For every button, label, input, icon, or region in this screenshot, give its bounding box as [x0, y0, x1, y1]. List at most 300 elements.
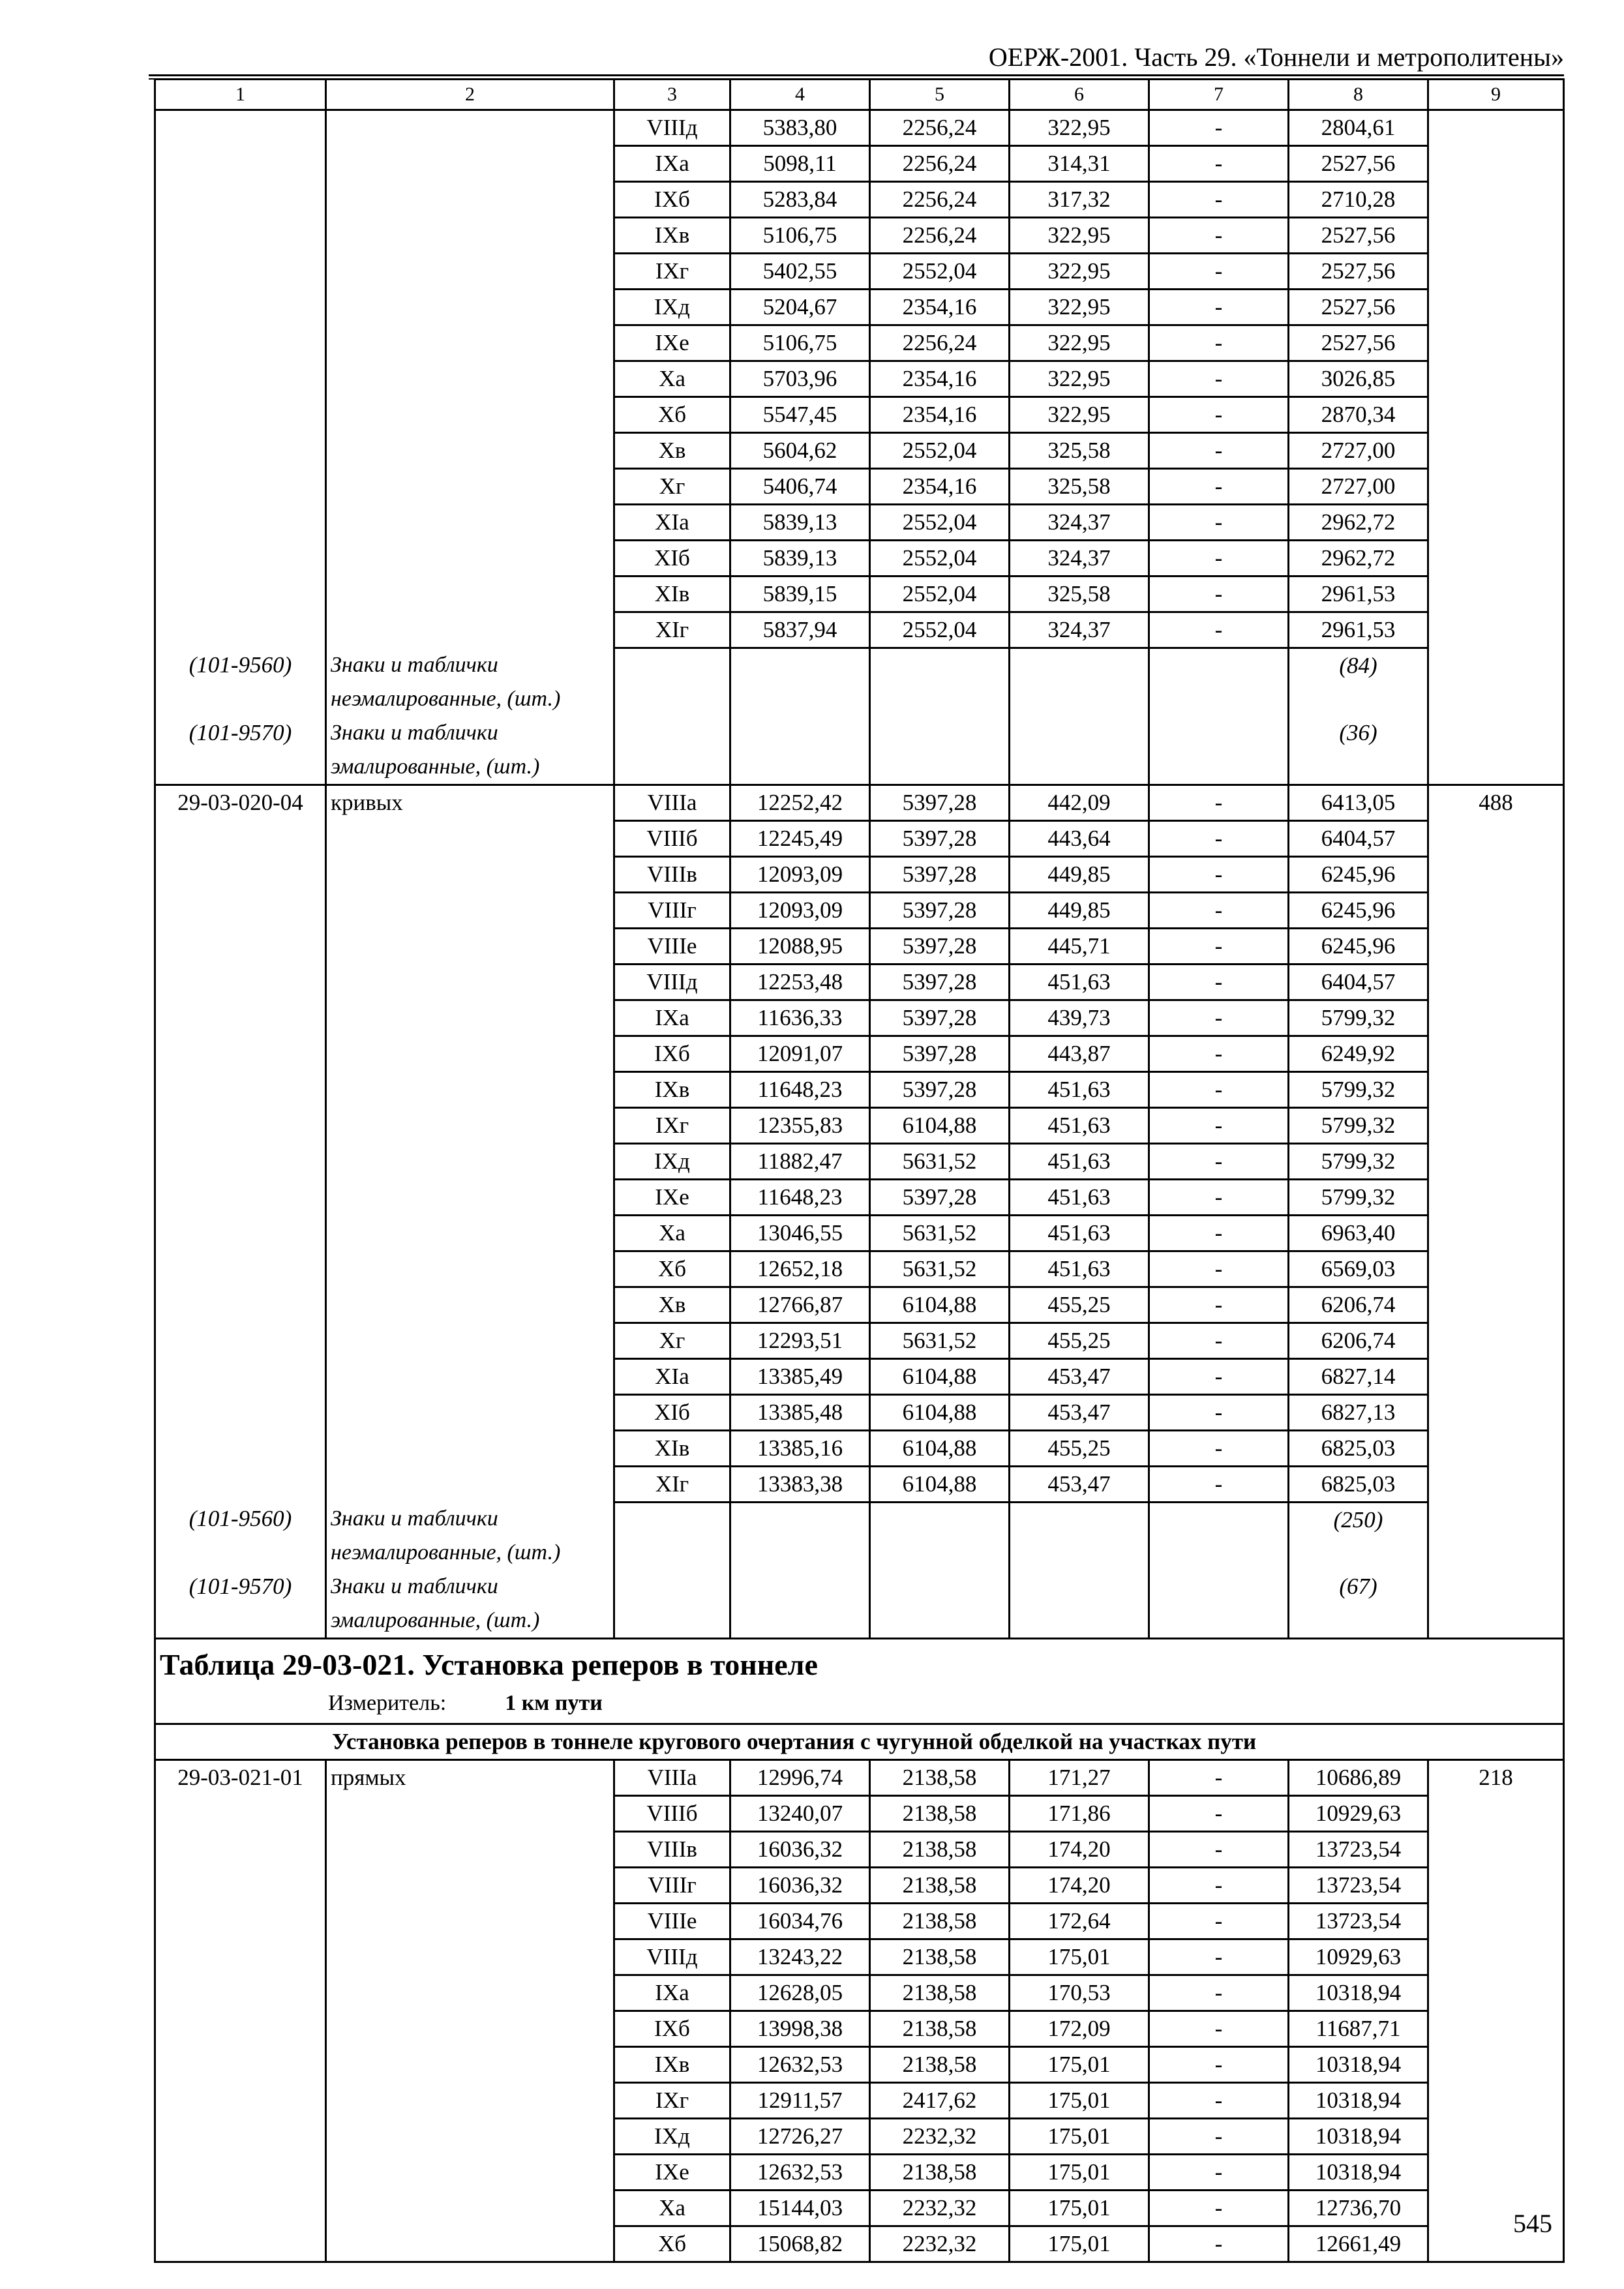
wages-cell: 2552,04 [870, 612, 1010, 648]
code-cell [155, 2191, 326, 2226]
materials-cell: 10686,89 [1289, 1760, 1428, 1796]
materials-cell: 13723,54 [1289, 1832, 1428, 1868]
code-cell [155, 182, 326, 218]
name-cell [326, 254, 614, 290]
machines-cell: 172,09 [1010, 2011, 1149, 2047]
wages-cell: 2552,04 [870, 254, 1010, 290]
machines-cell: 443,64 [1010, 820, 1149, 856]
name-cell [326, 290, 614, 325]
materials-cell: 2527,56 [1289, 218, 1428, 254]
total-cell [1428, 1215, 1564, 1251]
code-cell [155, 1215, 326, 1251]
table-row [155, 1323, 1564, 1358]
cost-class-cell: IXг [614, 254, 730, 290]
direct-costs-cell: 12996,74 [730, 1760, 870, 1796]
cost-class-cell: VIIIе [614, 1904, 730, 1939]
note-row [155, 716, 1564, 785]
cost-class-cell: Xв [614, 433, 730, 469]
code-cell [155, 1832, 326, 1868]
total-cell [1428, 1796, 1564, 1832]
direct-costs-cell: 13046,55 [730, 1215, 870, 1251]
direct-costs-cell: 11648,23 [730, 1179, 870, 1215]
machines-cell: 324,37 [1010, 505, 1149, 541]
direct-costs-cell: 15068,82 [730, 2226, 870, 2262]
code-cell [155, 2083, 326, 2119]
machines-cell: 449,85 [1010, 892, 1149, 928]
materials-cell: 6963,40 [1289, 1215, 1428, 1251]
wages-cell: 2138,58 [870, 2155, 1010, 2191]
direct-costs-cell: 12726,27 [730, 2119, 870, 2155]
header-rule [149, 74, 1564, 76]
empty-cell [1010, 716, 1149, 785]
machinists-wages-cell: - [1149, 110, 1289, 146]
table-row [155, 1000, 1564, 1036]
machinists-wages-cell: - [1149, 964, 1289, 1000]
meter-value: 1 км пути [505, 1691, 603, 1715]
machinists-wages-cell: - [1149, 433, 1289, 469]
table-row [155, 254, 1564, 290]
total-cell [1428, 290, 1564, 325]
page-number: 545 [1513, 2209, 1552, 2238]
machines-cell: 442,09 [1010, 785, 1149, 820]
cost-class-cell: IXе [614, 2155, 730, 2191]
code-cell [155, 1904, 326, 1939]
machinists-wages-cell: - [1149, 2191, 1289, 2226]
column-number: 1 [155, 80, 326, 110]
machines-cell: 455,25 [1010, 1323, 1149, 1358]
total-cell [1428, 1832, 1564, 1868]
wages-cell: 6104,88 [870, 1287, 1010, 1323]
direct-costs-cell: 5106,75 [730, 325, 870, 361]
direct-costs-cell: 13998,38 [730, 2011, 870, 2047]
table-row [155, 325, 1564, 361]
name-cell [326, 928, 614, 964]
machines-cell: 451,63 [1010, 1107, 1149, 1143]
machinists-wages-cell: - [1149, 2047, 1289, 2083]
empty-cell [730, 648, 870, 716]
total-cell [1428, 1071, 1564, 1107]
name-cell [326, 146, 614, 182]
table-row [155, 1251, 1564, 1287]
wages-cell: 2138,58 [870, 1760, 1010, 1796]
machines-cell: 322,95 [1010, 325, 1149, 361]
total-cell [1428, 1323, 1564, 1358]
direct-costs-cell: 11648,23 [730, 1071, 870, 1107]
cost-class-cell: VIIIд [614, 110, 730, 146]
materials-cell: 6827,13 [1289, 1394, 1428, 1430]
materials-cell: 5799,32 [1289, 1071, 1428, 1107]
cost-class-cell: XIа [614, 505, 730, 541]
direct-costs-cell: 12088,95 [730, 928, 870, 964]
name-cell [326, 1107, 614, 1143]
materials-cell: 6206,74 [1289, 1323, 1428, 1358]
code-cell [155, 1466, 326, 1502]
total-cell [1428, 1975, 1564, 2011]
wages-cell: 2552,04 [870, 576, 1010, 612]
name-cell [326, 1323, 614, 1358]
empty-cell [730, 1570, 870, 1639]
machinists-wages-cell: - [1149, 1358, 1289, 1394]
wages-cell: 2354,16 [870, 397, 1010, 433]
machinists-wages-cell: - [1149, 1251, 1289, 1287]
materials-cell: 6404,57 [1289, 964, 1428, 1000]
note-text: Знаки и таблички неэмалированные, (шт.) [326, 1502, 614, 1570]
wages-cell: 5631,52 [870, 1251, 1010, 1287]
total-cell [1428, 505, 1564, 541]
total-cell [1428, 2155, 1564, 2191]
cost-class-cell: IXд [614, 2119, 730, 2155]
total-cell [1428, 254, 1564, 290]
column-number: 2 [326, 80, 614, 110]
total-cell [1428, 218, 1564, 254]
machinists-wages-cell: - [1149, 1071, 1289, 1107]
name-cell [326, 1975, 614, 2011]
name-cell [326, 469, 614, 505]
code-cell [155, 1287, 326, 1323]
machines-cell: 453,47 [1010, 1358, 1149, 1394]
total-cell [1428, 2083, 1564, 2119]
code-cell [155, 1179, 326, 1215]
column-number-row [155, 80, 1564, 110]
materials-cell: 6827,14 [1289, 1358, 1428, 1394]
machinists-wages-cell: - [1149, 928, 1289, 964]
materials-cell: 2727,00 [1289, 469, 1428, 505]
cost-class-cell: IXв [614, 218, 730, 254]
machinists-wages-cell: - [1149, 820, 1289, 856]
machinists-wages-cell: - [1149, 1975, 1289, 2011]
column-number: 5 [870, 80, 1010, 110]
name-cell [326, 1394, 614, 1430]
name-cell [326, 576, 614, 612]
direct-costs-cell: 12293,51 [730, 1323, 870, 1358]
table-row [155, 964, 1564, 1000]
document-title: ОЕРЖ-2001. Часть 29. «Тоннели и метрополитены» [988, 42, 1564, 72]
total-cell [1428, 1143, 1564, 1179]
name-cell [326, 2191, 614, 2226]
machines-cell: 322,95 [1010, 290, 1149, 325]
machinists-wages-cell: - [1149, 469, 1289, 505]
code-cell [155, 505, 326, 541]
machinists-wages-cell: - [1149, 254, 1289, 290]
machinists-wages-cell: - [1149, 1466, 1289, 1502]
direct-costs-cell: 12245,49 [730, 820, 870, 856]
code-cell [155, 1251, 326, 1287]
cost-class-cell: Xб [614, 2226, 730, 2262]
machines-cell: 443,87 [1010, 1036, 1149, 1071]
total-cell [1428, 146, 1564, 182]
machines-cell: 170,53 [1010, 1975, 1149, 2011]
machines-cell: 325,58 [1010, 576, 1149, 612]
machinists-wages-cell: - [1149, 1323, 1289, 1358]
materials-cell: 6249,92 [1289, 1036, 1428, 1071]
cost-class-cell: VIIIв [614, 856, 730, 892]
total-cell: 218 [1428, 1760, 1564, 1796]
rates-table [154, 78, 1565, 2263]
wages-cell: 6104,88 [870, 1466, 1010, 1502]
machines-cell: 171,86 [1010, 1796, 1149, 1832]
wages-cell: 5397,28 [870, 1071, 1010, 1107]
name-cell [326, 397, 614, 433]
materials-cell: 2527,56 [1289, 290, 1428, 325]
machines-cell: 322,95 [1010, 254, 1149, 290]
machinists-wages-cell: - [1149, 541, 1289, 576]
name-cell [326, 612, 614, 648]
empty-cell [870, 716, 1010, 785]
name-cell [326, 1251, 614, 1287]
code-cell [155, 397, 326, 433]
machines-cell: 455,25 [1010, 1287, 1149, 1323]
name-cell [326, 1466, 614, 1502]
direct-costs-cell: 5837,94 [730, 612, 870, 648]
machines-cell: 325,58 [1010, 469, 1149, 505]
running-header [149, 38, 1564, 77]
table-row [155, 2155, 1564, 2191]
code-cell [155, 1796, 326, 1832]
direct-costs-cell: 12911,57 [730, 2083, 870, 2119]
empty-cell [614, 1502, 730, 1570]
machinists-wages-cell: - [1149, 146, 1289, 182]
code-cell [155, 469, 326, 505]
code-cell [155, 1000, 326, 1036]
name-cell [326, 964, 614, 1000]
machinists-wages-cell: - [1149, 1107, 1289, 1143]
machines-cell: 175,01 [1010, 2191, 1149, 2226]
wages-cell: 5397,28 [870, 785, 1010, 820]
table-row [155, 785, 1564, 820]
wages-cell: 2417,62 [870, 2083, 1010, 2119]
direct-costs-cell: 15144,03 [730, 2191, 870, 2226]
table-row [155, 1939, 1564, 1975]
table-row [155, 1975, 1564, 2011]
table-row [155, 541, 1564, 576]
empty-cell [1010, 648, 1149, 716]
wages-cell: 5397,28 [870, 1179, 1010, 1215]
wages-cell: 6104,88 [870, 1430, 1010, 1466]
name-cell [326, 2083, 614, 2119]
materials-cell: 13723,54 [1289, 1868, 1428, 1904]
direct-costs-cell: 16034,76 [730, 1904, 870, 1939]
column-number: 7 [1149, 80, 1289, 110]
wages-cell: 2256,24 [870, 110, 1010, 146]
machinists-wages-cell: - [1149, 1000, 1289, 1036]
machinists-wages-cell: - [1149, 1939, 1289, 1975]
wages-cell: 2138,58 [870, 2011, 1010, 2047]
wages-cell: 5397,28 [870, 964, 1010, 1000]
machinists-wages-cell: - [1149, 785, 1289, 820]
direct-costs-cell: 13240,07 [730, 1796, 870, 1832]
total-cell [1428, 612, 1564, 648]
machines-cell: 317,32 [1010, 182, 1149, 218]
machines-cell: 453,47 [1010, 1394, 1149, 1430]
code-cell [155, 2226, 326, 2262]
subheading-row [155, 1724, 1564, 1760]
machinists-wages-cell: - [1149, 1430, 1289, 1466]
cost-class-cell: IXб [614, 1036, 730, 1071]
code-cell [155, 1430, 326, 1466]
materials-cell: 2962,72 [1289, 541, 1428, 576]
total-cell [1428, 1939, 1564, 1975]
name-cell [326, 1143, 614, 1179]
total-cell [1428, 1394, 1564, 1430]
name-cell [326, 1430, 614, 1466]
direct-costs-cell: 5204,67 [730, 290, 870, 325]
direct-costs-cell: 12652,18 [730, 1251, 870, 1287]
note-value: (67) [1289, 1570, 1428, 1639]
direct-costs-cell: 5839,13 [730, 541, 870, 576]
machines-cell: 314,31 [1010, 146, 1149, 182]
materials-cell: 10318,94 [1289, 1975, 1428, 2011]
wages-cell: 2138,58 [870, 1796, 1010, 1832]
note-code: (101-9570) [155, 1570, 326, 1639]
machines-cell: 175,01 [1010, 1939, 1149, 1975]
table-row [155, 1466, 1564, 1502]
table-row [155, 2047, 1564, 2083]
name-cell [326, 1287, 614, 1323]
direct-costs-cell: 11882,47 [730, 1143, 870, 1179]
materials-cell: 2710,28 [1289, 182, 1428, 218]
name-cell [326, 1071, 614, 1107]
name-cell [326, 361, 614, 397]
code-cell: 29-03-020-04 [155, 785, 326, 820]
cost-class-cell: XIг [614, 1466, 730, 1502]
direct-costs-cell: 5547,45 [730, 397, 870, 433]
code-cell [155, 820, 326, 856]
name-cell: прямых [326, 1760, 614, 1796]
machinists-wages-cell: - [1149, 2226, 1289, 2262]
direct-costs-cell: 5402,55 [730, 254, 870, 290]
materials-cell: 2527,56 [1289, 146, 1428, 182]
direct-costs-cell: 13385,16 [730, 1430, 870, 1466]
materials-cell: 12736,70 [1289, 2191, 1428, 2226]
wages-cell: 2354,16 [870, 361, 1010, 397]
total-cell [1428, 576, 1564, 612]
note-row [155, 648, 1564, 716]
machines-cell: 449,85 [1010, 856, 1149, 892]
code-cell [155, 1975, 326, 2011]
code-cell [155, 254, 326, 290]
note-row [155, 1502, 1564, 1570]
table-row [155, 2083, 1564, 2119]
materials-cell: 6825,03 [1289, 1430, 1428, 1466]
empty-cell [870, 1570, 1010, 1639]
table-row [155, 469, 1564, 505]
machinists-wages-cell: - [1149, 397, 1289, 433]
cost-class-cell: VIIIб [614, 820, 730, 856]
machinists-wages-cell: - [1149, 2011, 1289, 2047]
empty-cell [614, 648, 730, 716]
materials-cell: 2727,00 [1289, 433, 1428, 469]
machines-cell: 445,71 [1010, 928, 1149, 964]
table-row [155, 1430, 1564, 1466]
table-row [155, 820, 1564, 856]
name-cell [326, 433, 614, 469]
name-cell [326, 1868, 614, 1904]
machinists-wages-cell: - [1149, 1832, 1289, 1868]
wages-cell: 5397,28 [870, 928, 1010, 964]
wages-cell: 5631,52 [870, 1143, 1010, 1179]
cost-class-cell: Xб [614, 397, 730, 433]
machinists-wages-cell: - [1149, 576, 1289, 612]
code-cell [155, 1939, 326, 1975]
materials-cell: 13723,54 [1289, 1904, 1428, 1939]
direct-costs-cell: 12628,05 [730, 1975, 870, 2011]
machinists-wages-cell: - [1149, 1179, 1289, 1215]
cost-class-cell: IXа [614, 146, 730, 182]
code-cell [155, 541, 326, 576]
total-cell [1428, 1430, 1564, 1466]
machines-cell: 171,27 [1010, 1760, 1149, 1796]
cost-class-cell: IXе [614, 1179, 730, 1215]
code-cell [155, 2155, 326, 2191]
wages-cell: 2354,16 [870, 469, 1010, 505]
machinists-wages-cell: - [1149, 505, 1289, 541]
code-cell [155, 146, 326, 182]
name-cell [326, 2226, 614, 2262]
total-cell [1428, 361, 1564, 397]
total-cell: 488 [1428, 785, 1564, 820]
note-code: (101-9560) [155, 648, 326, 716]
note-text: Знаки и таблички эмалированные, (шт.) [326, 716, 614, 785]
machinists-wages-cell: - [1149, 1394, 1289, 1430]
materials-cell: 3026,85 [1289, 361, 1428, 397]
empty-cell [1149, 716, 1289, 785]
wages-cell: 2232,32 [870, 2119, 1010, 2155]
direct-costs-cell: 5839,13 [730, 505, 870, 541]
total-cell [1428, 1904, 1564, 1939]
table-row [155, 218, 1564, 254]
materials-cell: 10318,94 [1289, 2155, 1428, 2191]
table-row [155, 1832, 1564, 1868]
direct-costs-cell: 13243,22 [730, 1939, 870, 1975]
column-number: 4 [730, 80, 870, 110]
machines-cell: 455,25 [1010, 1430, 1149, 1466]
machines-cell: 451,63 [1010, 1143, 1149, 1179]
machinists-wages-cell: - [1149, 856, 1289, 892]
cost-class-cell: IXд [614, 290, 730, 325]
meter-label: Измеритель: [328, 1691, 447, 1715]
machines-cell: 451,63 [1010, 1251, 1149, 1287]
table-row [155, 892, 1564, 928]
note-text: Знаки и таблички эмалированные, (шт.) [326, 1570, 614, 1639]
name-cell [326, 1904, 614, 1939]
cost-class-cell: Xб [614, 1251, 730, 1287]
direct-costs-cell: 13383,38 [730, 1466, 870, 1502]
cost-class-cell: VIIIг [614, 892, 730, 928]
code-cell [155, 1071, 326, 1107]
wages-cell: 2232,32 [870, 2191, 1010, 2226]
total-cell [1428, 1179, 1564, 1215]
machinists-wages-cell: - [1149, 1215, 1289, 1251]
table-row [155, 1215, 1564, 1251]
machines-cell: 175,01 [1010, 2047, 1149, 2083]
materials-cell: 2961,53 [1289, 612, 1428, 648]
direct-costs-cell: 12093,09 [730, 856, 870, 892]
table-row [155, 146, 1564, 182]
code-cell [155, 1107, 326, 1143]
table-row [155, 612, 1564, 648]
cost-class-cell: VIIIг [614, 1868, 730, 1904]
direct-costs-cell: 11636,33 [730, 1000, 870, 1036]
materials-cell: 10929,63 [1289, 1796, 1428, 1832]
wages-cell: 2552,04 [870, 433, 1010, 469]
direct-costs-cell: 13385,48 [730, 1394, 870, 1430]
materials-cell: 11687,71 [1289, 2011, 1428, 2047]
table-row [155, 433, 1564, 469]
table-row [155, 182, 1564, 218]
table-row [155, 505, 1564, 541]
table-row [155, 928, 1564, 964]
machinists-wages-cell: - [1149, 612, 1289, 648]
